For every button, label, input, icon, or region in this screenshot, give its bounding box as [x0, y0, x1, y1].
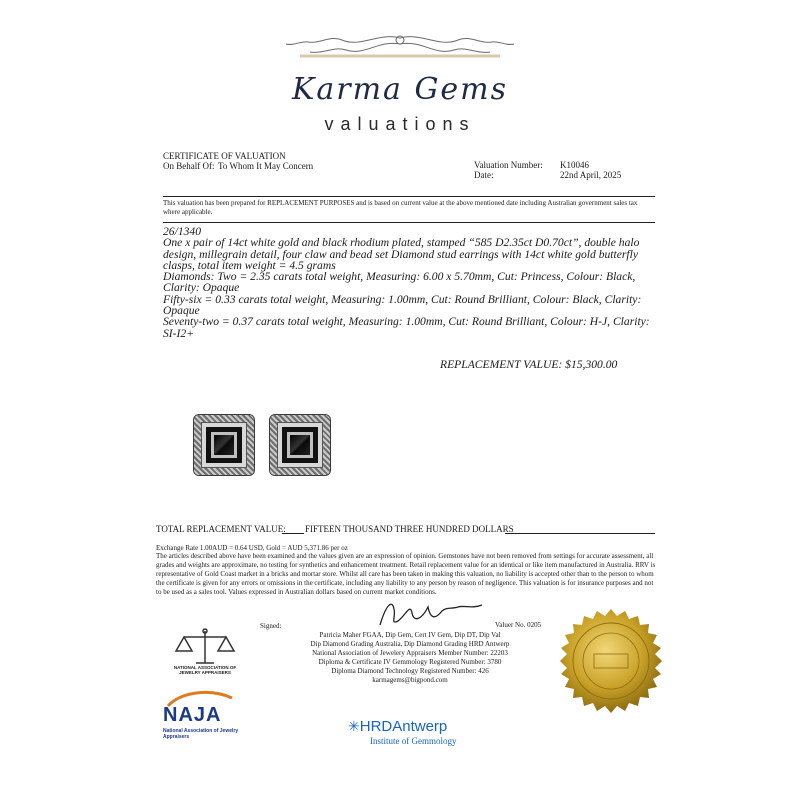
reference-number: 26/1340 — [163, 225, 202, 238]
total-value-label: TOTAL REPLACEMENT VALUE: — [156, 524, 286, 534]
credential-line: National Association of Jewelery Appraisers Member Number: 22203 — [312, 649, 508, 657]
logo-name: Karma Gems — [291, 72, 509, 107]
signed-label: Signed: — [260, 622, 282, 630]
valuer-number: Valuer No. 0205 — [495, 621, 542, 629]
handwritten-signature — [372, 595, 492, 635]
naja-logo: NAJA — [163, 704, 222, 726]
credential-line: Diploma & Certificate IV Gemmology Registered Number: 3780 — [318, 658, 502, 666]
gold-seal-icon — [558, 608, 664, 714]
hrd-name: HRDAntwerp — [359, 718, 448, 735]
hrd-antwerp-logo — [348, 718, 457, 746]
email: karmagems@bigpond.com — [372, 676, 448, 684]
date-value: 22nd April, 2025 — [560, 170, 622, 180]
diamonds-line-3: Seventy-two = 0.37 carats total weight, Measuring: 1.00mm, Cut: Round Brilliant, Colour: H-J, Clarity: SI-I2+ — [163, 315, 650, 340]
certificate-title: CERTIFICATE OF VALUATION — [163, 151, 286, 161]
logo-subtitle: valuations — [324, 114, 476, 134]
terms-text: The articles described above have been examined and the values given are an expression of opinion. Gemstones have not been removed from settings for accurate assessment, all grades and weights are approximate, no testing for synthetics and enhancement treatment. Retail replacement value for an identical or like item manufactured in Australia. RRV is representative of Gold Coast market in a bricks and mortar store. Whilst all care has been taken in making this valuation, no liability is accepted other than to the person to whom the certificate is given for any errors or omissions in the certificate, including any liability to any person by reason of negligence. This valuation is for insurance purposes and not to be used as a sales tool. Values expressed in Australian dollars based on current market conditions. — [156, 552, 656, 596]
behalf-value: To Whom It May Concern — [218, 161, 314, 171]
earring-image-right — [270, 415, 330, 475]
scales-of-justice-icon — [170, 625, 240, 685]
date-label: Date: — [474, 170, 494, 180]
behalf-label: On Behalf Of: — [163, 161, 215, 171]
item-description — [163, 226, 655, 339]
exchange-rate: Exchange Rate 1.00AUD = 0.64 USD, Gold = AUD 5,371.86 per oz — [156, 544, 348, 552]
credential-line: Patricia Maher FGAA, Dip Gem, Cert IV Gem, Dip DT, Dip Val — [319, 631, 501, 639]
earring-image-left — [194, 415, 254, 475]
naja-association-text: NATIONAL ASSOCIATION OF JEWELRY APPRAISERS — [173, 665, 237, 675]
diamonds-line-1: Diamonds: Two = 2.35 carats total weight, Measuring: 6.00 x 5.70mm, Cut: Princess, Colour: Black, Clarity: Opaque — [163, 270, 636, 295]
total-value-text: FIFTEEN THOUSAND THREE HUNDRED DOLLARS — [305, 524, 514, 534]
replacement-value: REPLACEMENT VALUE: $15,300.00 — [440, 358, 618, 371]
underline — [282, 533, 304, 534]
hrd-star-icon: ✳ — [348, 720, 360, 735]
hrd-subtitle: Institute of Gemmology — [370, 736, 457, 746]
divider — [163, 222, 655, 223]
diamonds-line-2: Fifty-six = 0.33 carats total weight, Measuring: 1.00mm, Cut: Round Brilliant, Colour: Black, Clarity: Opaque — [163, 292, 642, 318]
karma-gems-logo — [250, 30, 550, 134]
valuer-credentials — [270, 631, 550, 685]
valuation-number-label: Valuation Number: — [474, 160, 543, 170]
naja-subtitle: National Association of Jewelry Appraisers — [163, 728, 239, 740]
item-text: One x pair of 14ct white gold and black rhodium plated, stamped “585 D2.35ct D0.70ct”, double halo design, millegrain detail, four claw and bead set Diamond stud earrings with 14ct white gold butterfly clasps, total item weight = 4.5 grams — [163, 236, 640, 272]
disclaimer: This valuation has been prepared for REPLACEMENT PURPOSES and is based on current value at the above mentioned date including Australian government sales tax where applicable. — [163, 199, 638, 216]
credential-line: Diploma Diamond Technology Registered Number: 426 — [331, 667, 489, 675]
credential-line: Dip Diamond Grading Australia, Dip Diamond Grading HRD Antwerp — [310, 640, 510, 648]
divider — [163, 196, 655, 197]
valuation-number-value: K10046 — [560, 160, 589, 170]
underline — [505, 533, 655, 534]
